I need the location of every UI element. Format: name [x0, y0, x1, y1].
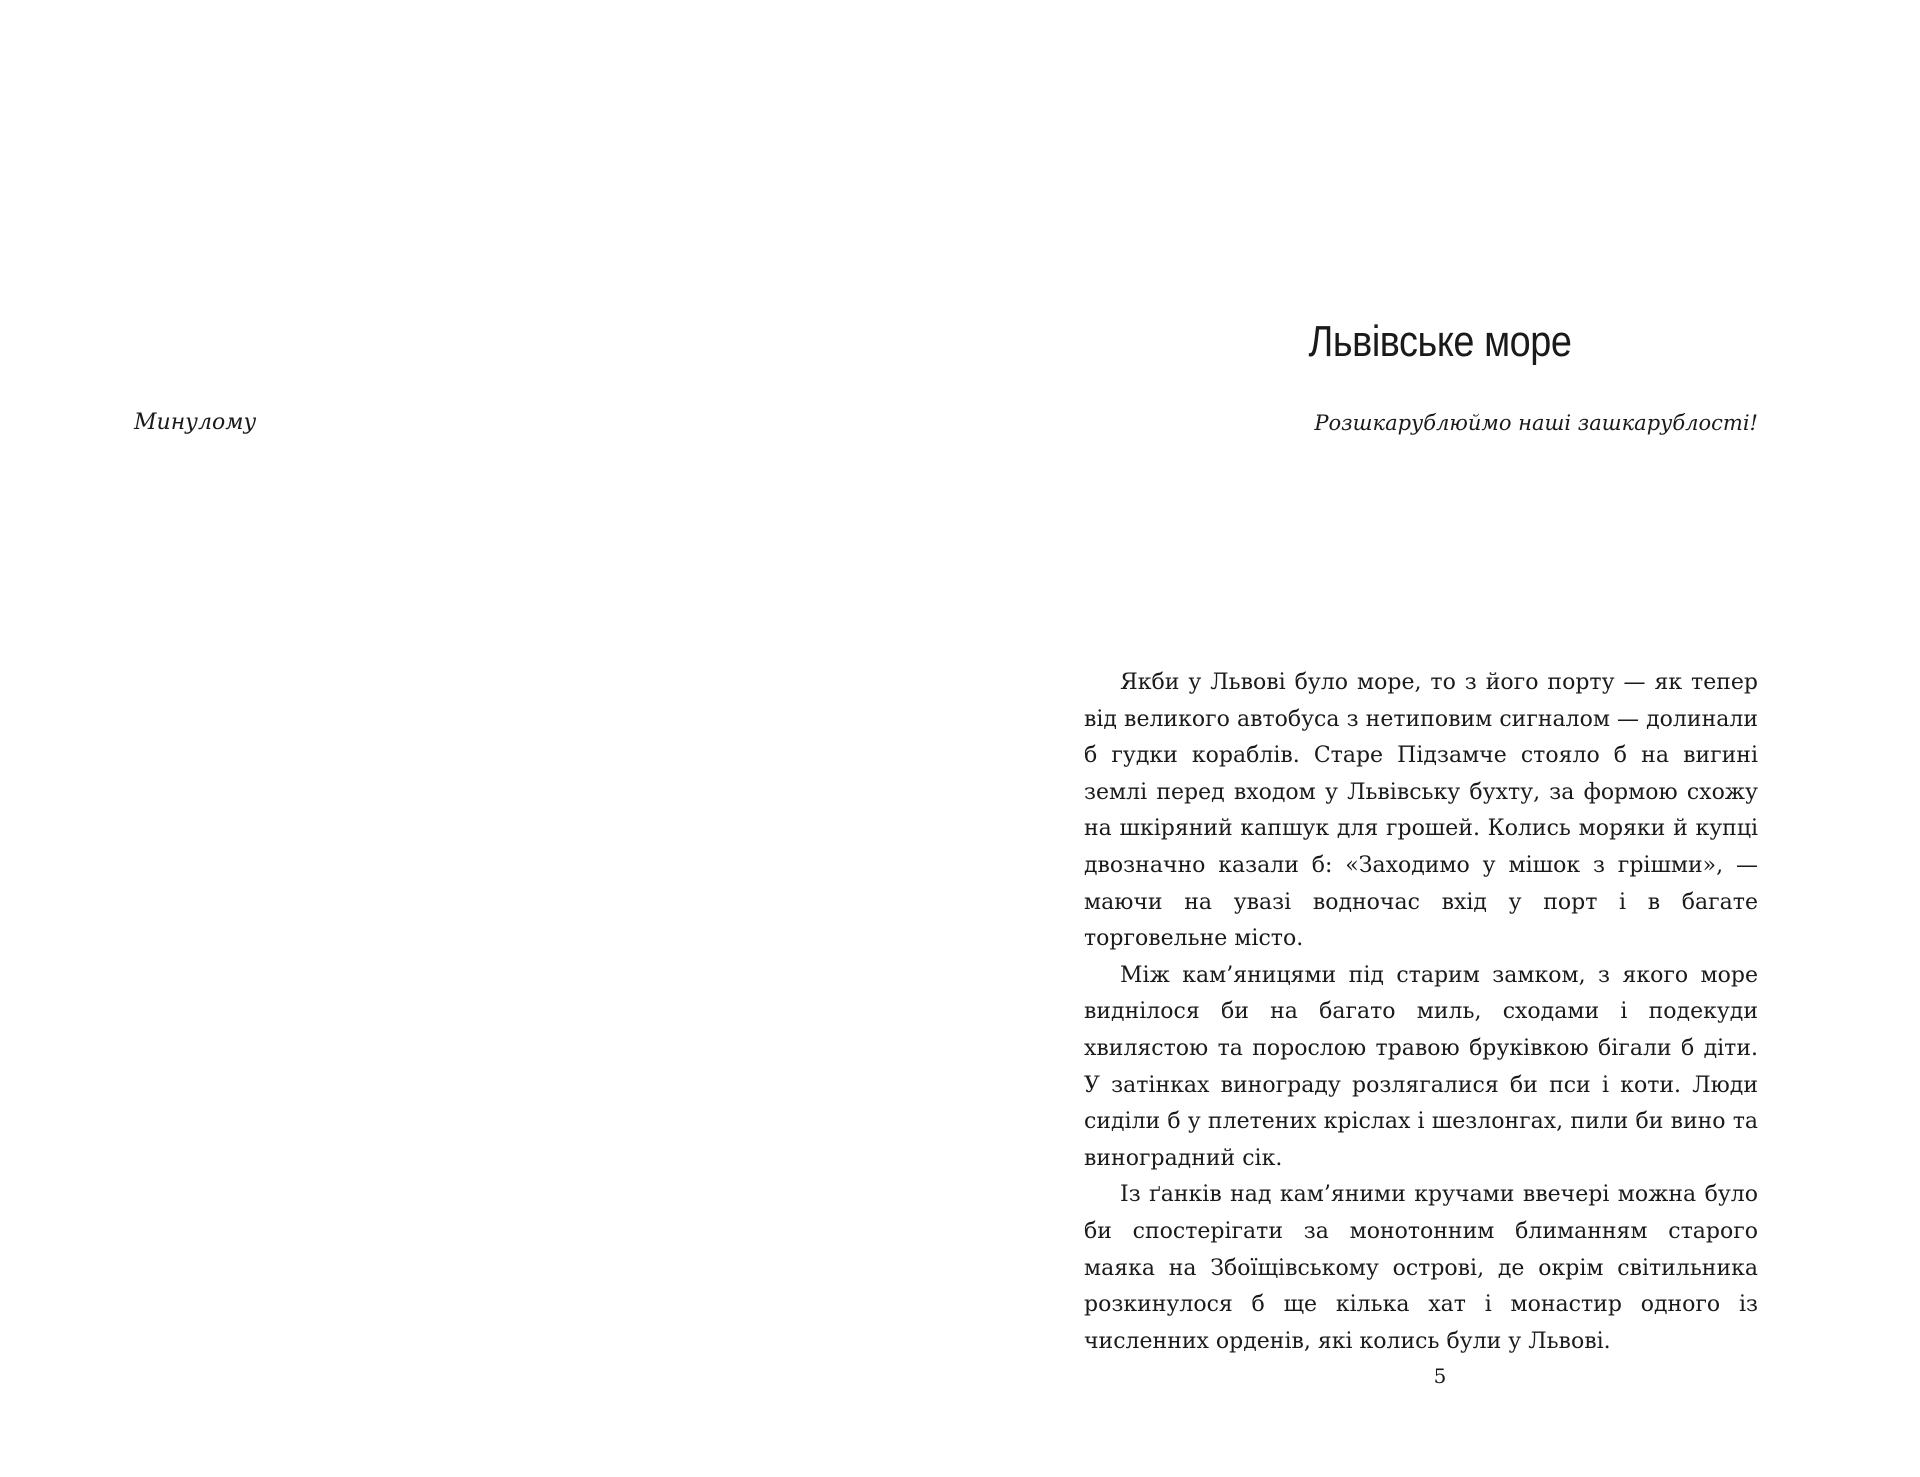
page-number: 5: [1433, 1364, 1447, 1388]
dedication: Минулому: [134, 410, 257, 435]
paragraph-2: Між кам’яницями під старим замком, з якого море виднілося би на багато миль, сходами і подекуди хвилястою та порослою травою бруківкою бігали б діти. У затінках винограду розлягалися би пси і коти. Люди сиділи б у плетених кріслах і шезлонгах, пили би вино та виноградний сік.: [1084, 962, 1758, 1171]
paragraph-3: Із ґанків над кам’яними кручами ввечері можна було би спостерігати за монотонним блиманням старого маяка на Збоїщівському острові, де окрім світильника розкинулося б ще кілька хат і монастир одного із численних орденів, які колись були у Львові.: [1084, 1182, 1758, 1354]
body-text: [1084, 665, 1758, 1360]
paragraph-1: Якби у Львові було море, то з його порту — як тепер від великого автобуса з нетиповим сигналом — долинали б гудки кораблів. Старе Підзамче стояло б на вигині землі перед входом у Львівську бухту, за формою схожу на шкіряний капшук для грошей. Колись моряки й купці двозначно казали б: «Заходимо у мішок з грішми», — маючи на увазі водночас вхід у порт і в багате торговельне місто.: [1084, 670, 1758, 952]
epigraph: Розшкарублюймо наші зашкарублості!: [1314, 411, 1758, 435]
chapter-title: Львівське море: [1308, 317, 1572, 366]
right-page: [960, 0, 1920, 1477]
